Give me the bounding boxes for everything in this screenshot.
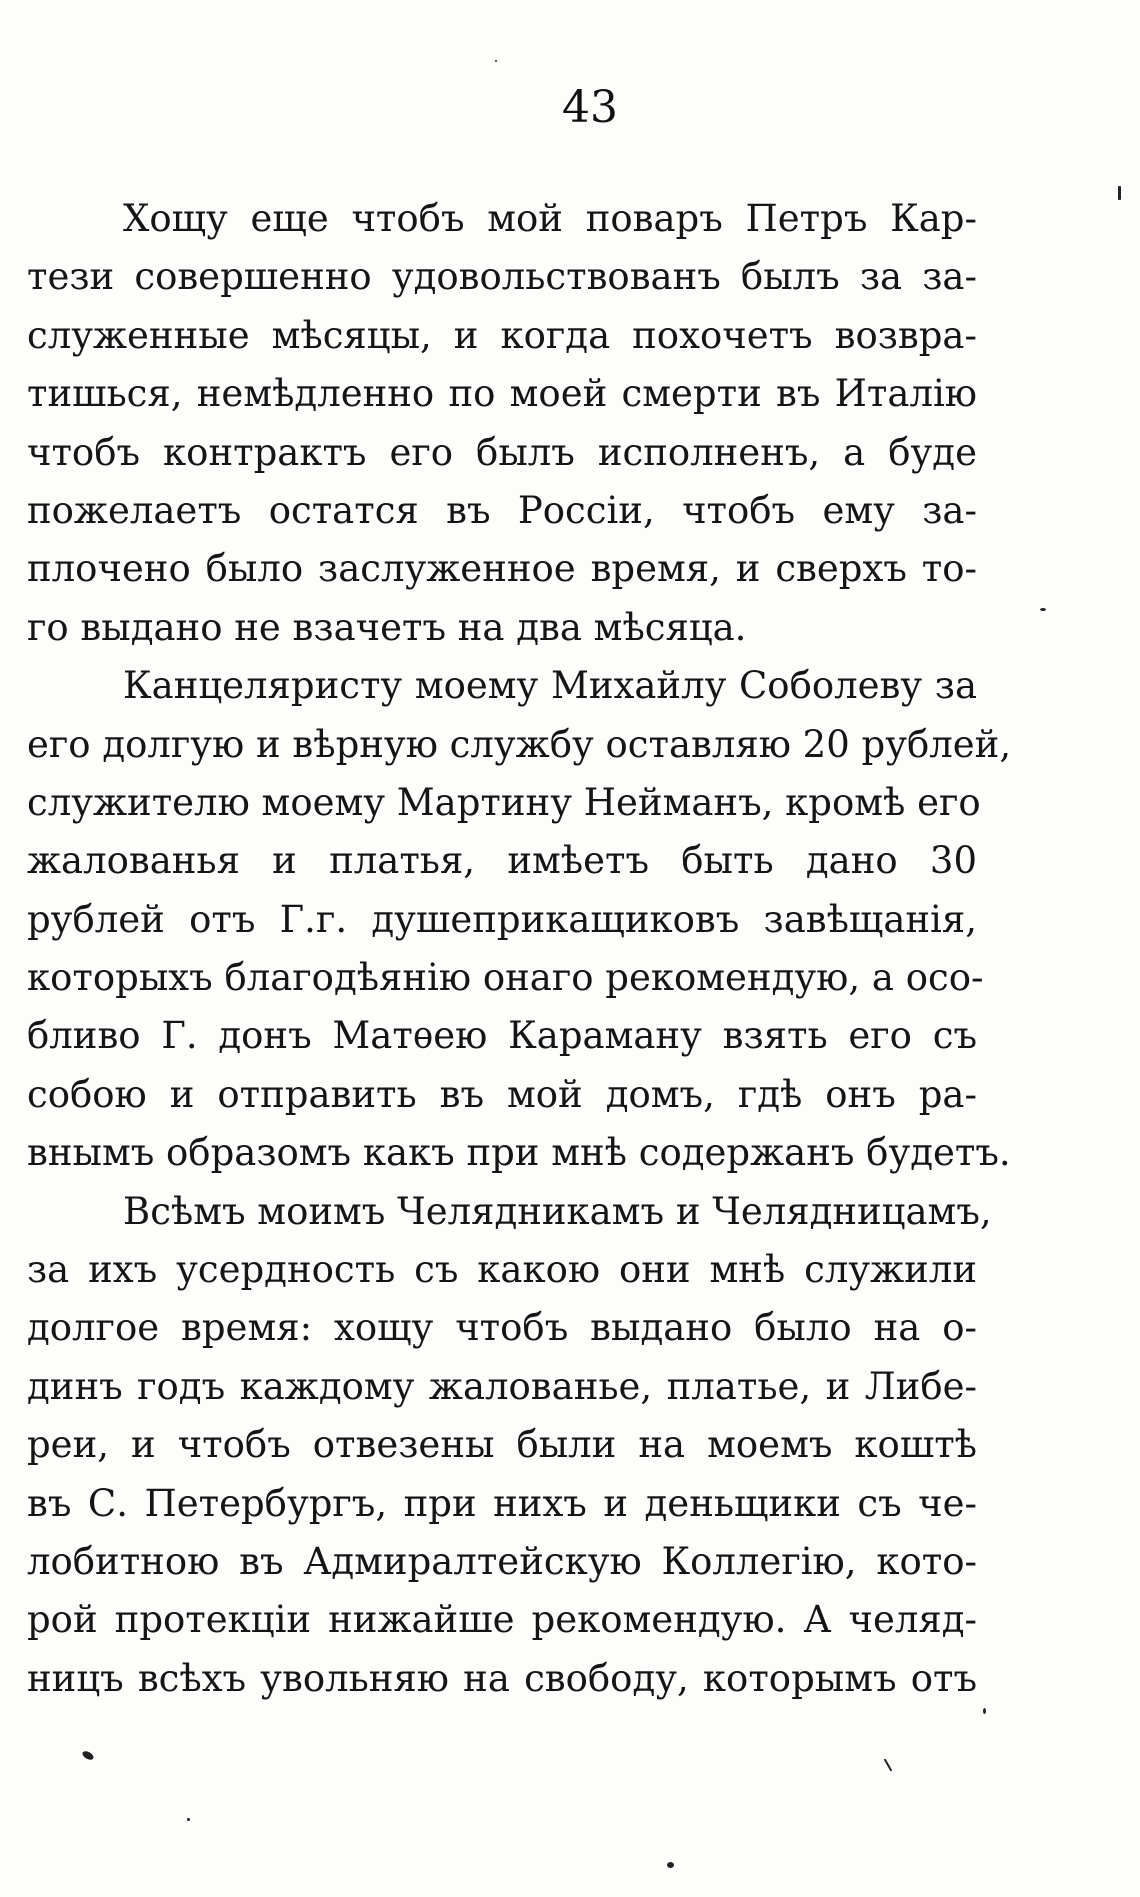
- text-line: реи, и чтобъ отвезены были на моемъ коштѣ: [27, 1423, 977, 1467]
- text-line: въ С. Петербургъ, при нихъ и деньщики съ че-: [27, 1481, 977, 1525]
- text-line: собою и отправить въ мой домъ, гдѣ онъ ра-: [27, 1072, 977, 1116]
- text-line: долгое время: хощу чтобъ выдано было на о-: [27, 1306, 977, 1350]
- text-line: за ихъ усердность съ какою они мнѣ служили: [27, 1248, 977, 1292]
- text-line: пожелаетъ остатся въ Россіи, чтобъ ему за-: [27, 488, 977, 532]
- scan-speck: [1118, 186, 1121, 200]
- scan-speck: [1040, 608, 1046, 611]
- text-line: Всѣмъ моимъ Челядникамъ и Челядницамъ,: [123, 1189, 992, 1233]
- scan-speck: [983, 1708, 986, 1714]
- text-line: служителю моему Мартину Нейманъ, кромѣ его: [27, 780, 981, 824]
- text-line: го выдано не взачетъ на два мѣсяца.: [27, 605, 747, 649]
- text-line: чтобъ контрактъ его былъ исполненъ, а буде: [27, 430, 977, 474]
- text-line: динъ годъ каждому жалованье, платье, и Либе-: [27, 1364, 977, 1408]
- text-line: ницъ всѣхъ увольняю на свободу, которымъ отъ: [27, 1656, 977, 1700]
- text-line: рой протекціи нижайше рекомендую. А челяд-: [27, 1598, 977, 1642]
- text-line: рублей отъ Г.г. душеприкащиковъ завѣщанія,: [27, 897, 977, 941]
- scan-speck: [667, 1862, 674, 1868]
- scan-speck: [81, 1749, 95, 1761]
- text-line: тишься, немѣдленно по моей смерти въ Италію: [27, 372, 977, 416]
- body-text: [27, 190, 1012, 1708]
- text-line: его долгую и вѣрную службу оставляю 20 рублей,: [27, 722, 1012, 766]
- text-line: плочено было заслуженное время, и сверхъ то-: [27, 547, 977, 591]
- text-line: бливо Г. донъ Матѳею Караману взять его съ: [27, 1014, 977, 1058]
- scan-speck: [495, 60, 497, 62]
- text-line: лобитною въ Адмиралтейскую Коллегію, кото-: [27, 1539, 977, 1583]
- text-line: жалованья и платья, имѣетъ быть дано 30: [27, 839, 977, 883]
- text-line: которыхъ благодѣянію онаго рекомендую, а осо-: [27, 956, 984, 1000]
- text-line: внымъ образомъ какъ при мнѣ содержанъ будетъ.: [27, 1131, 1011, 1175]
- scan-speck: [884, 1758, 893, 1771]
- text-line: Хощу еще чтобъ мой поваръ Петръ Кар-: [123, 197, 977, 240]
- text-line: тези совершенно удовольствованъ былъ за за-: [27, 255, 977, 299]
- text-line: служенные мѣсяцы, и когда похочетъ возвра-: [27, 313, 977, 357]
- scan-speck: [187, 1818, 190, 1821]
- text-line: Канцеляристу моему Михайлу Соболеву за: [123, 664, 977, 708]
- page-number: 43: [562, 82, 618, 133]
